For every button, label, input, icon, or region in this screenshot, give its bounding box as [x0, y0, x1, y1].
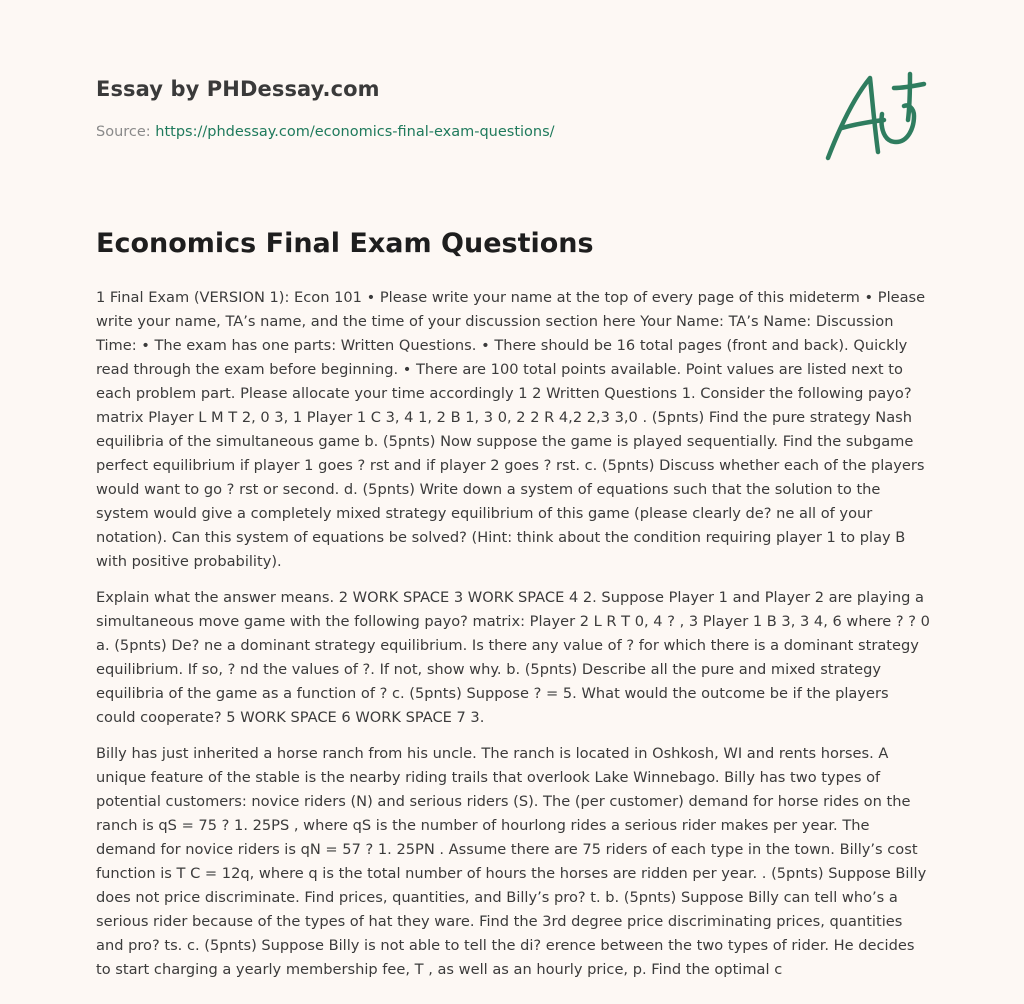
brand-name: Essay by PHDessay.com — [96, 77, 380, 101]
source-link[interactable]: https://phdessay.com/economics-final-exam-questions/ — [155, 124, 555, 140]
article-title: Economics Final Exam Questions — [96, 228, 594, 259]
page-header — [96, 0, 928, 200]
a-plus-logo-icon — [824, 66, 930, 166]
source-line — [96, 124, 555, 140]
article-paragraph: Billy has just inherited a horse ranch from his uncle. The ranch is located in Oshkosh, WI and rents horses. A unique feature of the stable is the nearby riding trails that overlook Lake Winnebago. Billy has two types of potential customers: novice riders (N) and serious riders (S). The (per customer) demand for horse rides on the ranch is qS = 75 ? 1. 25PS , where qS is the number of hourlong rides a serious rider makes per year. The demand for novice riders is qN = 57 ? 1. 25PN . Assume there are 75 riders of each type in the town. Billy’s cost function is T C = 12q, where q is the total number of hours the horses are ridden per year. . (5pnts) Suppose Billy does not price discriminate. Find prices, quantities, and Billy’s pro? t. b. (5pnts) Suppose Billy can tell who’s a serious rider because of the types of hat they ware. Find the 3rd degree price discriminating prices, quantities and pro? ts. c. (5pnts) Suppose Billy is not able to tell the di? erence between the two types of rider. He decides to start charging a yearly membership fee, T , as well as an hourly price, p. Find the optimal c — [96, 745, 927, 978]
article-paragraph: Explain what the answer means. 2 WORK SPACE 3 WORK SPACE 4 2. Suppose Player 1 and Player 2 are playing a simultaneous move game with the following payo? matrix: Player 2 L R T 0, 4 ? , 3 Player 1 B 3, 3 4, 6 where ? ? 0 a. (5pnts) De? ne a dominant strategy equilibrium. Is there any value of ? for which there is a dominant strategy equilibrium. If so, ? nd the values of ?. If not, show why. b. (5pnts) Describe all the pure and mixed strategy equilibria of the game as a function of ? c. (5pnts) Suppose ? = 5. What would the outcome be if the players could cooperate? 5 WORK SPACE 6 WORK SPACE 7 3. — [96, 589, 930, 726]
article-body — [96, 286, 932, 994]
article-paragraph: 1 Final Exam (VERSION 1): Econ 101 • Please write your name at the top of every page of this mideterm • Please write your name, TA’s name, and the time of your discussion section here Your Name: TA’s Name: Discussion Time: • The exam has one parts: Written Questions. • There should be 16 total pages (front and back). Quickly read through the exam before beginning. • There are 100 total points available. Point values are listed next to each problem part. Please allocate your time accordingly 1 2 Written Questions 1. Consider the following payo? matrix Player L M T 2, 0 3, 1 Player 1 C 3, 4 1, 2 B 1, 3 0, 2 2 R 4,2 2,3 3,0 . (5pnts) Find the pure strategy Nash equilibria of the simultaneous game b. (5pnts) Now suppose the game is played sequentially. Find the subgame perfect equilibrium if player 1 goes ? rst and if player 2 goes ? rst. c. (5pnts) Discuss whether each of the players would want to go ? rst or second. d. (5pnts) Write down a system of equations such that the solution to the system would give a completely mixed strategy equilibrium of this game (please clearly de? ne all of your notation). Can this system of equations be solved? (Hint: think about the condition requiring player 1 to play B with positive probability). — [96, 289, 926, 570]
source-label: Source: — [96, 124, 156, 140]
